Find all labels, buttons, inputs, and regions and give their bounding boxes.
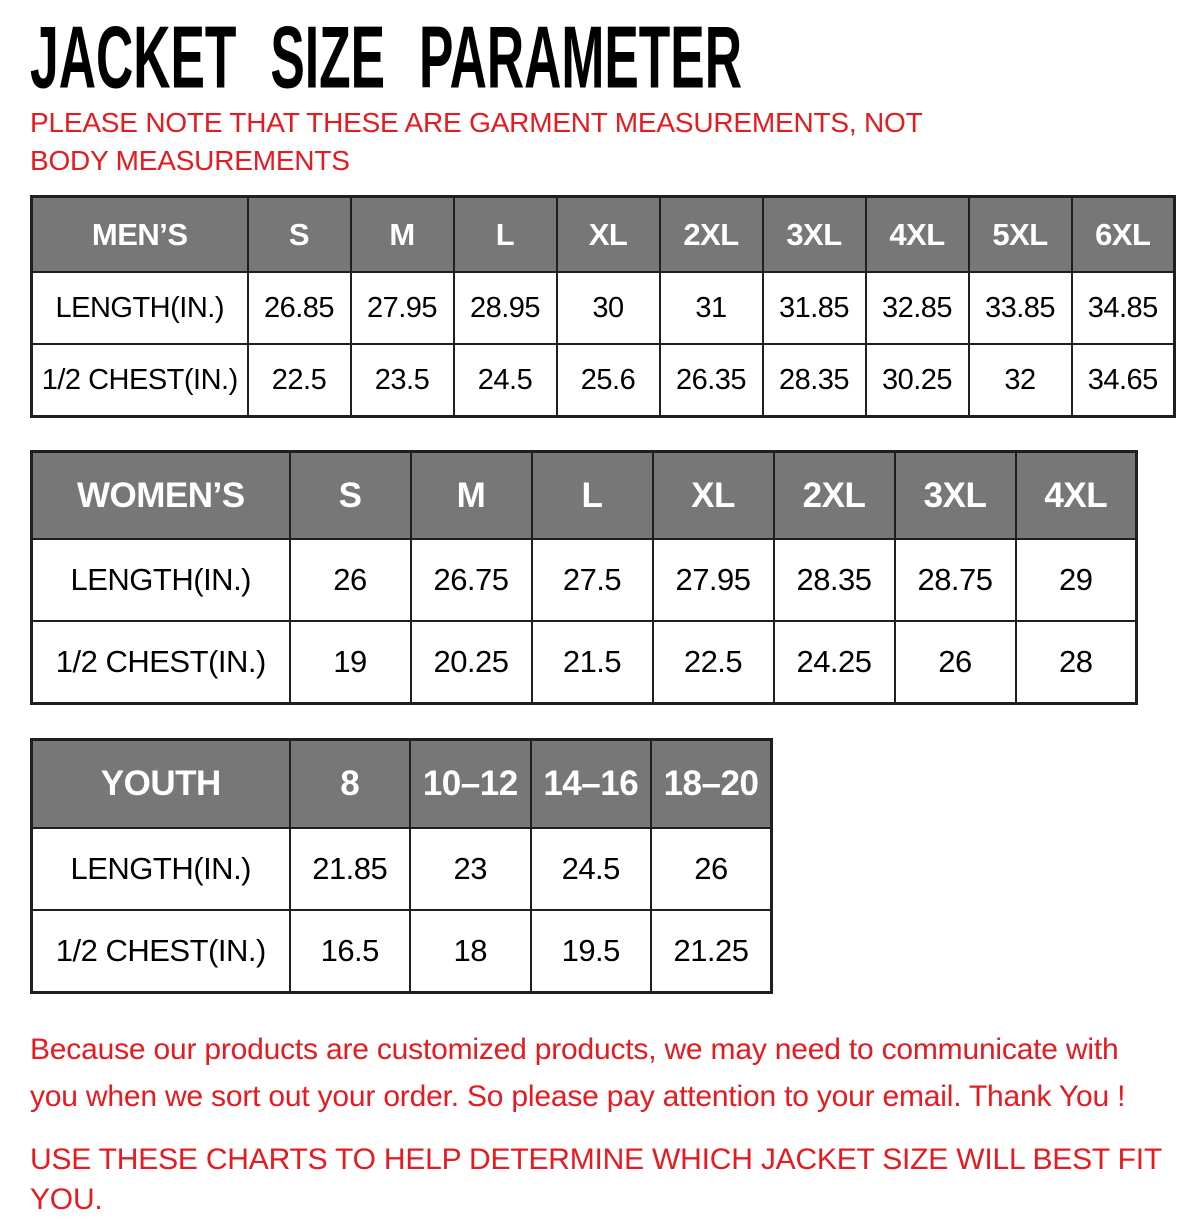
- youth-value-1-0: 16.5: [290, 910, 411, 993]
- youth-size-table: [30, 738, 773, 994]
- youth-value-0-1: 23: [410, 828, 531, 910]
- mens-value-0-7: 33.85: [969, 272, 1072, 344]
- youth-data-row-1: [32, 910, 772, 993]
- womens-value-1-2: 21.5: [532, 621, 653, 704]
- mens-value-0-8: 34.85: [1072, 272, 1175, 344]
- garment-measurement-note: PLEASE NOTE THAT THESE ARE GARMENT MEASUREMENTS, NOT BODY MEASUREMENTS: [30, 107, 923, 176]
- womens-row-label-1: 1/2 CHEST(IN.): [32, 621, 290, 704]
- youth-value-1-1: 18: [410, 910, 531, 993]
- womens-size-header-1: M: [411, 452, 532, 540]
- womens-size-header-5: 3XL: [895, 452, 1016, 540]
- mens-size-header-7: 5XL: [969, 197, 1072, 273]
- mens-size-header-2: L: [454, 197, 557, 273]
- womens-value-0-2: 27.5: [532, 539, 653, 621]
- mens-size-header-5: 3XL: [763, 197, 866, 273]
- womens-size-header-6: 4XL: [1016, 452, 1137, 540]
- womens-size-table: [30, 450, 1138, 705]
- mens-size-header-8: 6XL: [1072, 197, 1175, 273]
- mens-value-1-0: 22.5: [248, 344, 351, 417]
- womens-size-header-2: L: [532, 452, 653, 540]
- womens-value-0-5: 28.75: [895, 539, 1016, 621]
- mens-value-1-2: 24.5: [454, 344, 557, 417]
- mens-data-row-1: [32, 344, 1175, 417]
- mens-value-1-5: 28.35: [763, 344, 866, 417]
- youth-value-0-0: 21.85: [290, 828, 411, 910]
- mens-value-1-1: 23.5: [351, 344, 454, 417]
- mens-value-0-6: 32.85: [866, 272, 969, 344]
- youth-header-row: [32, 740, 772, 829]
- womens-value-0-0: 26: [290, 539, 411, 621]
- womens-value-1-4: 24.25: [774, 621, 895, 704]
- youth-value-0-3: 26: [651, 828, 772, 910]
- page-title: JACKET SIZE PARAMETER: [30, 8, 742, 107]
- womens-data-row-1: [32, 621, 1137, 704]
- womens-value-0-3: 27.95: [653, 539, 774, 621]
- youth-row-label-0: LENGTH(IN.): [32, 828, 290, 910]
- mens-size-header-0: S: [248, 197, 351, 273]
- mens-value-0-1: 27.95: [351, 272, 454, 344]
- mens-size-header-6: 4XL: [866, 197, 969, 273]
- womens-value-0-1: 26.75: [411, 539, 532, 621]
- mens-value-0-5: 31.85: [763, 272, 866, 344]
- mens-size-table: [30, 195, 1176, 418]
- womens-category-label: WOMEN’S: [32, 452, 290, 540]
- womens-value-0-6: 29: [1016, 539, 1137, 621]
- mens-row-label-1: 1/2 CHEST(IN.): [32, 344, 248, 417]
- youth-size-header-2: 14–16: [531, 740, 652, 829]
- mens-value-1-7: 32: [969, 344, 1072, 417]
- womens-value-1-3: 22.5: [653, 621, 774, 704]
- womens-value-1-5: 26: [895, 621, 1016, 704]
- mens-value-1-4: 26.35: [660, 344, 763, 417]
- customization-notice-text: Because our products are customized products, we may need to communicate with you when we sort out your order. So please pay attention to your email. Thank You !: [30, 1033, 1126, 1113]
- mens-value-0-2: 28.95: [454, 272, 557, 344]
- chart-usage-text: USE THESE CHARTS TO HELP DETERMINE WHICH JACKET SIZE WILL BEST FIT YOU.: [30, 1143, 1162, 1216]
- mens-size-header-3: XL: [557, 197, 660, 273]
- mens-header-row: [32, 197, 1175, 273]
- mens-value-0-0: 26.85: [248, 272, 351, 344]
- youth-data-row-0: [32, 828, 772, 910]
- womens-size-header-0: S: [290, 452, 411, 540]
- mens-value-0-3: 30: [557, 272, 660, 344]
- mens-value-1-3: 25.6: [557, 344, 660, 417]
- youth-size-header-0: 8: [290, 740, 411, 829]
- mens-value-1-8: 34.65: [1072, 344, 1175, 417]
- youth-value-0-2: 24.5: [531, 828, 652, 910]
- mens-size-header-4: 2XL: [660, 197, 763, 273]
- youth-size-header-3: 18–20: [651, 740, 772, 829]
- womens-row-label-0: LENGTH(IN.): [32, 539, 290, 621]
- mens-category-label: MEN’S: [32, 197, 248, 273]
- womens-header-row: [32, 452, 1137, 540]
- youth-row-label-1: 1/2 CHEST(IN.): [32, 910, 290, 993]
- youth-value-1-3: 21.25: [651, 910, 772, 993]
- womens-value-1-1: 20.25: [411, 621, 532, 704]
- womens-size-header-3: XL: [653, 452, 774, 540]
- womens-value-1-0: 19: [290, 621, 411, 704]
- womens-value-1-6: 28: [1016, 621, 1137, 704]
- mens-data-row-0: [32, 272, 1175, 344]
- mens-row-label-0: LENGTH(IN.): [32, 272, 248, 344]
- womens-value-0-4: 28.35: [774, 539, 895, 621]
- mens-value-1-6: 30.25: [866, 344, 969, 417]
- womens-data-row-0: [32, 539, 1137, 621]
- youth-size-header-1: 10–12: [410, 740, 531, 829]
- mens-size-header-1: M: [351, 197, 454, 273]
- womens-size-header-4: 2XL: [774, 452, 895, 540]
- youth-value-1-2: 19.5: [531, 910, 652, 993]
- youth-category-label: YOUTH: [32, 740, 290, 829]
- mens-value-0-4: 31: [660, 272, 763, 344]
